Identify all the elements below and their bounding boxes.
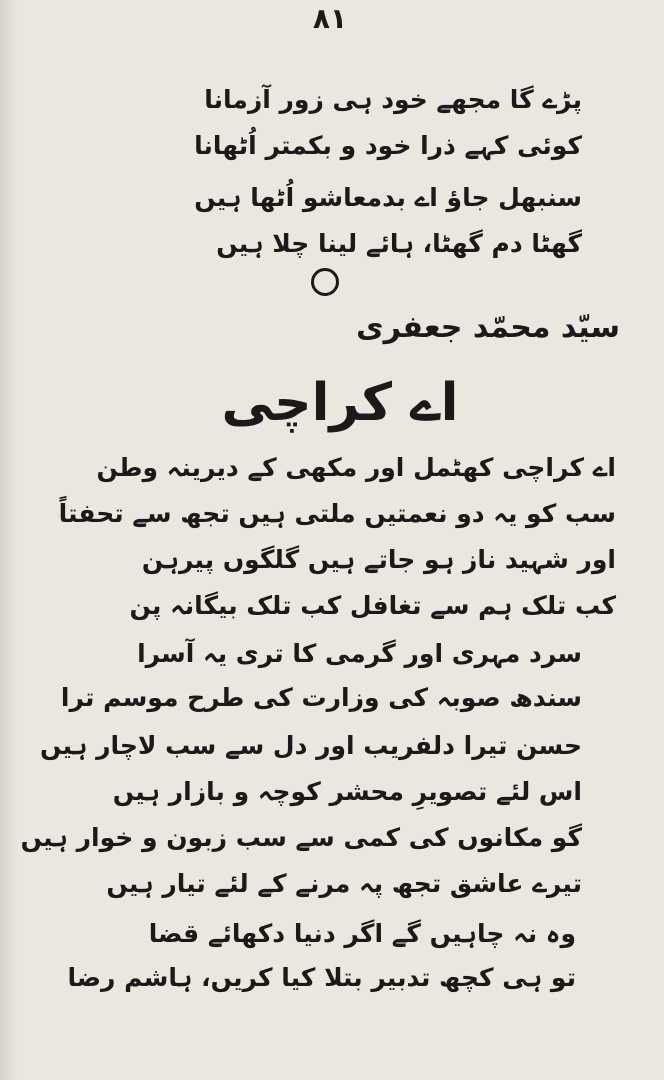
poem-title: اے کراچی <box>221 373 459 433</box>
poem-line-6: سندھ صوبہ کی وزارت کی طرح موسم ترا <box>60 683 582 712</box>
poem-line-5: سرد مہری اور گرمی کا تری یہ آسرا <box>137 639 582 668</box>
poem-separator-circle <box>311 268 339 296</box>
poem-line-3: اور شہید ناز ہو جاتے ہیں گلگوں پیرہن <box>141 545 616 574</box>
poem-line-12: تو ہی کچھ تدبیر بتلا کیا کریں، ہاشم رضا <box>67 963 576 992</box>
poem-line-11: وہ نہ چاہیں گے اگر دنیا دکھائے قضا <box>148 919 576 948</box>
prev-poem-line-2: کوئی کہے ذرا خود و بکمتر اُٹھانا <box>194 131 582 160</box>
poem-line-7: حسن تیرا دلفریب اور دل سے سب لاچار ہیں <box>40 731 582 760</box>
prev-poem-line-4: گھٹا دم گھٹا، ہائے لینا چلا ہیں <box>216 229 582 258</box>
prev-poem-line-3: سنبھل جاؤ اے بدمعاشو اُٹھا ہیں <box>194 183 582 212</box>
poem-line-9: گو مکانوں کی کمی سے سب زبون و خوار ہیں <box>20 823 582 852</box>
poem-line-1: اے کراچی کھٹمل اور مکھی کے دیرینہ وطن <box>96 453 616 482</box>
poem-line-10: تیرے عاشق تجھ پہ مرنے کے لئے تیار ہیں <box>106 869 582 898</box>
poem-line-8: اس لئے تصویرِ محشر کوچہ و بازار ہیں <box>112 777 582 806</box>
poem-line-4: کب تلک ہم سے تغافل کب تلک بیگانہ پن <box>129 591 616 620</box>
prev-poem-line-1: پڑے گا مجھے خود ہی زور آزمانا <box>204 85 582 114</box>
poem-line-2: سب کو یہ دو نعمتیں ملتی ہیں تجھ سے تحفتاً <box>58 499 616 528</box>
poet-name: سیّد محمّد جعفری <box>356 310 620 345</box>
page-number: ۸۱ <box>312 2 348 35</box>
